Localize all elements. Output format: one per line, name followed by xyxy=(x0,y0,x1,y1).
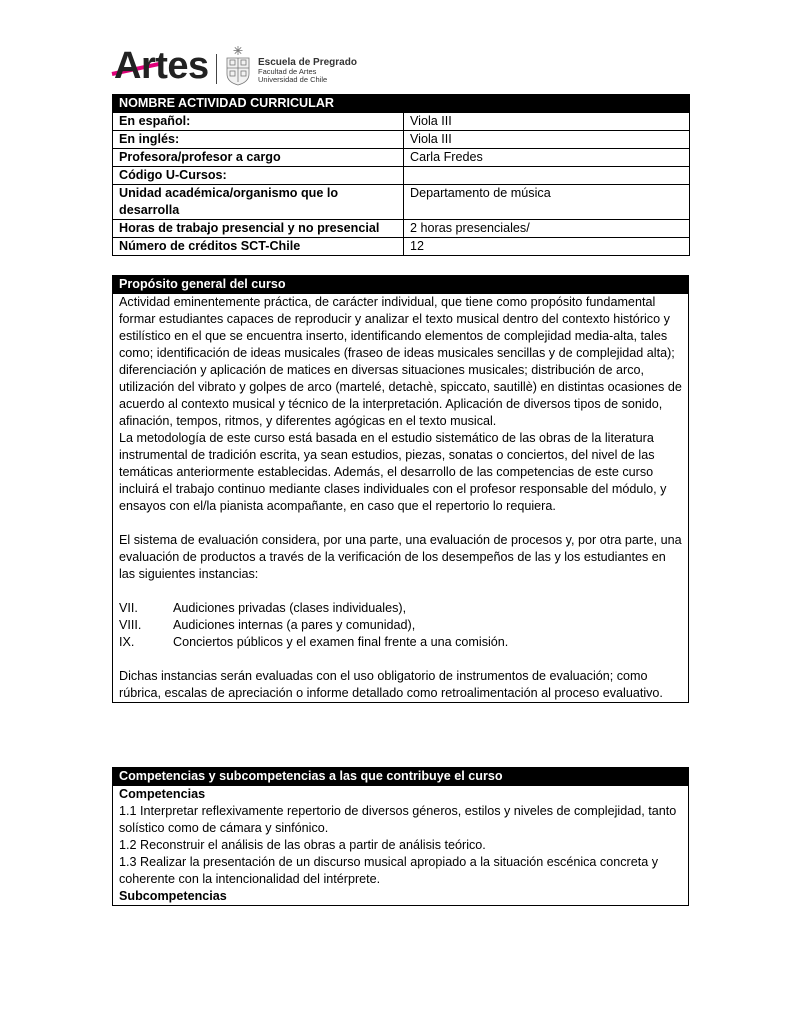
table-row xyxy=(113,149,690,167)
table-row xyxy=(113,167,690,185)
row-label: Código U-Cursos: xyxy=(113,167,404,185)
competencies-header-row xyxy=(113,768,689,786)
row-label: Unidad académica/organismo que lo desarrolla xyxy=(113,185,404,220)
school-name: Escuela de Pregrado xyxy=(258,57,357,68)
competencies-body-row xyxy=(113,786,689,906)
list-item xyxy=(119,600,682,617)
list-item-text: Audiciones internas (a pares y comunidad), xyxy=(173,618,416,632)
university-name: Universidad de Chile xyxy=(258,75,328,84)
school-name-block xyxy=(258,58,357,84)
activity-info-table xyxy=(112,94,690,256)
purpose-body xyxy=(113,294,689,703)
row-value: Departamento de música xyxy=(404,185,690,220)
row-value: Viola III xyxy=(404,131,690,149)
table-row xyxy=(113,238,690,256)
purpose-table xyxy=(112,275,689,703)
competencies-table xyxy=(112,767,689,906)
row-value: 2 horas presenciales/ xyxy=(404,220,690,238)
competency-item: 1.2 Reconstruir el análisis de las obras a partir de análisis teórico. xyxy=(119,838,486,852)
row-label: Horas de trabajo presencial y no presencial xyxy=(113,220,404,238)
row-label: Número de créditos SCT-Chile xyxy=(113,238,404,256)
competency-item: 1.3 Realizar la presentación de un discurso musical apropiado a la situación escénica concreta y coherente con la intencionalidad del intérprete. xyxy=(119,855,659,886)
purpose-title: Propósito general del curso xyxy=(113,276,689,294)
logo-text: Artes xyxy=(114,45,209,87)
competency-item: 1.1 Interpretar reflexivamente repertorio de diversos géneros, estilos y niveles de complejidad, tanto solístico como de cámara y sinfónico. xyxy=(119,804,677,835)
row-label: En español: xyxy=(113,113,404,131)
header-logo xyxy=(112,42,412,90)
list-item-number: VIII. xyxy=(119,618,142,632)
list-item-text: Conciertos públicos y el examen final frente a una comisión. xyxy=(173,635,509,649)
table-row xyxy=(113,113,690,131)
row-value: Viola III xyxy=(404,113,690,131)
purpose-paragraph-3: El sistema de evaluación considera, por una parte, una evaluación de procesos y, por otra parte, una evaluación de productos a través de la verificación de los desempeños de las y los estudiantes en las siguientes instancias: xyxy=(119,533,682,581)
subcompetencies-heading: Subcompetencias xyxy=(119,889,227,903)
list-item-number: VII. xyxy=(119,601,138,615)
faculty-name: Facultad de Artes xyxy=(258,67,317,76)
purpose-body-row xyxy=(113,294,689,703)
purpose-paragraph-2: La metodología de este curso está basada en el estudio sistemático de las obras de la literatura instrumental de tradición escrita, ya sean estudios, piezas, sonatas o conciertos, del nivel de las temáticas anteriormente establecidas. Además, el desarrollo de las competencias de este curso incluirá el trabajo continuo mediante clases individuales con el profesor responsable del módulo, y ensayos con el/la pianista acompañante, en caso que el repertorio lo requiera. xyxy=(119,431,667,513)
table-row xyxy=(113,185,690,220)
row-label: Profesora/profesor a cargo xyxy=(113,149,404,167)
row-value xyxy=(404,167,690,185)
list-item-number: IX. xyxy=(119,635,135,649)
list-item xyxy=(119,634,682,651)
competencies-title: Competencias y subcompetencias a las que contribuye el curso xyxy=(113,768,689,786)
purpose-paragraph-1: Actividad eminentemente práctica, de carácter individual, que tiene como propósito fundamental formar estudiantes capaces de reproducir y analizar el texto musical dentro del contexto histórico y estilístico en el que se encuentra inserto, identificando elementos de complejidad media-alta, tales como; identificación de ideas musicales (fraseo de ideas musicales sencillas y de complejidad alta); diferenciación y aplicación de matices en diversas situaciones musicales; distribución de arco, utilización del vibrato y golpes de arco (martelé, detachè, spiccato, sautillè) en distintas ocasiones de acuerdo al contexto musical y técnico de la interpretación. Aplicación de diversos tipos de sonido, afinación, tempos, ritmos, y diferentes agógicas en el texto musical. xyxy=(119,295,682,428)
activity-info-header-row xyxy=(113,95,690,113)
list-item xyxy=(119,617,682,634)
competencies-body xyxy=(113,786,689,906)
row-value: 12 xyxy=(404,238,690,256)
row-value: Carla Fredes xyxy=(404,149,690,167)
list-item-text: Audiciones privadas (clases individuales), xyxy=(173,601,407,615)
purpose-paragraph-4: Dichas instancias serán evaluadas con el uso obligatorio de instrumentos de evaluación; como rúbrica, escalas de apreciación o informe detallado como retroalimentación al proceso evaluativo. xyxy=(119,669,663,700)
university-shield-icon xyxy=(224,46,252,86)
activity-info-title: NOMBRE ACTIVIDAD CURRICULAR xyxy=(113,95,690,113)
competencies-heading: Competencias xyxy=(119,787,206,801)
table-row xyxy=(113,220,690,238)
table-row xyxy=(113,131,690,149)
row-label: En inglés: xyxy=(113,131,404,149)
purpose-header-row xyxy=(113,276,689,294)
logo-divider xyxy=(216,54,217,84)
